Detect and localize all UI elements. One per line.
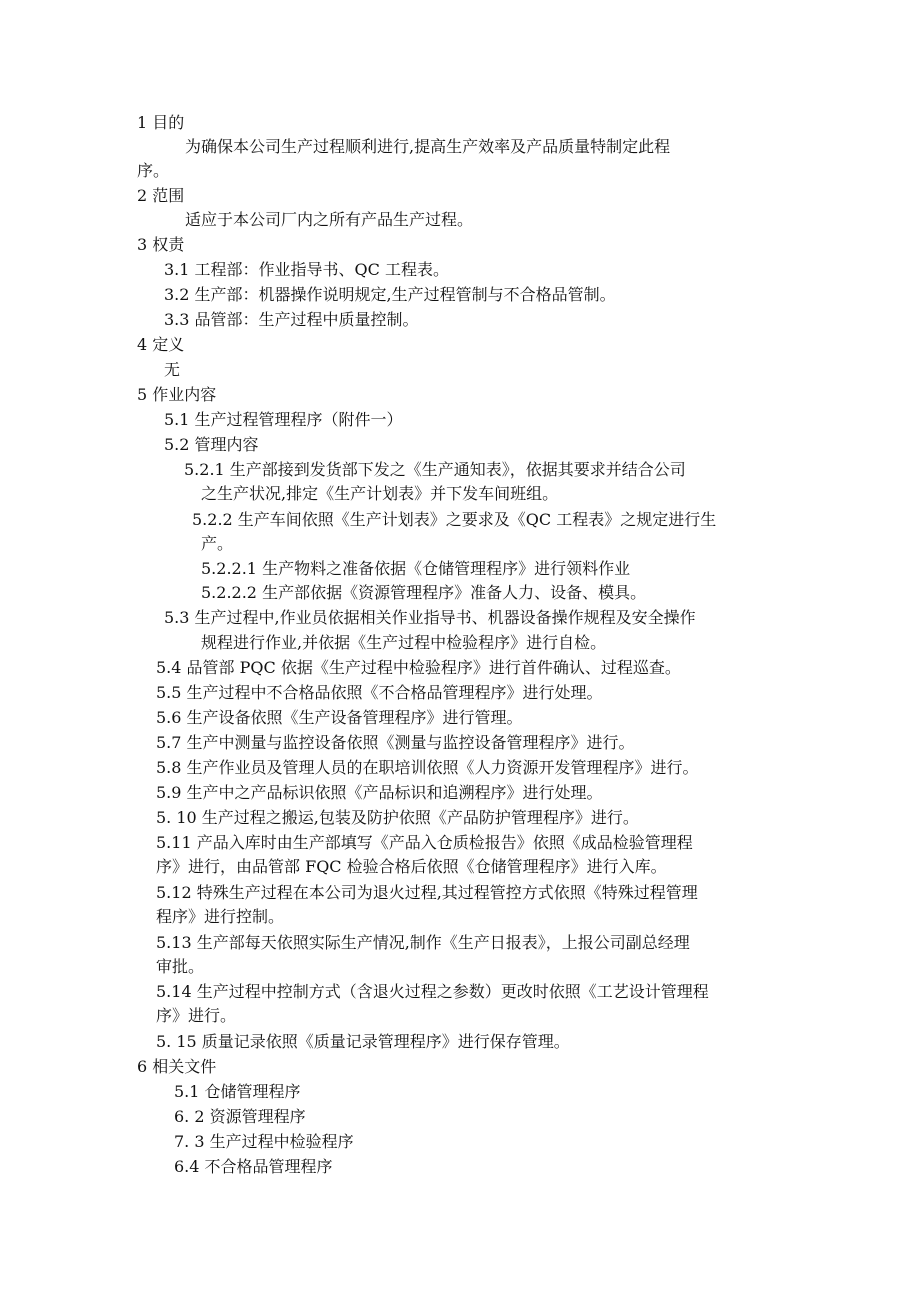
operation-item-5-9: 5.9 生产中之产品标识依照《产品标识和追溯程序》进行处理。	[156, 783, 603, 802]
operation-item-5-13-line-1: 5.13 生产部每天依照实际生产情况,制作《生产日报表》，上报公司副总经理	[156, 933, 690, 952]
operation-item-5-2-2-2: 5.2.2.2 生产部依据《资源管理程序》准备人力、设备、模具。	[201, 583, 647, 602]
operation-item-5-13-line-2: 审批。	[156, 957, 205, 976]
related-document-item-3: 7. 3 生产过程中检验程序	[174, 1132, 354, 1151]
operation-item-5-8: 5.8 生产作业员及管理人员的在职培训依照《人力资源开发管理程序》进行。	[156, 758, 699, 777]
responsibility-item-engineering: 3.1 工程部：作业指导书、QC 工程表。	[164, 260, 449, 279]
operation-item-5-2: 5.2 管理内容	[164, 435, 259, 454]
section-heading-scope: 2 范围	[137, 186, 185, 205]
responsibility-item-quality: 3.3 品管部：生产过程中质量控制。	[164, 310, 419, 329]
operation-item-5-12-line-1: 5.12 特殊生产过程在本公司为退火过程,其过程管控方式依照《特殊过程管理	[156, 883, 698, 902]
operation-item-5-2-2-1: 5.2.2.1 生产物料之准备依据《仓储管理程序》进行领料作业	[201, 559, 631, 578]
operation-item-5-1: 5.1 生产过程管理程序（附件一）	[164, 410, 403, 429]
related-document-item-1: 5.1 仓储管理程序	[174, 1082, 301, 1101]
related-document-item-2: 6. 2 资源管理程序	[174, 1107, 306, 1126]
operation-item-5-3-line-2: 规程进行作业,并依据《生产过程中检验程序》进行自检。	[201, 633, 607, 652]
operation-item-5-5: 5.5 生产过程中不合格品依照《不合格品管理程序》进行处理。	[156, 683, 603, 702]
operation-item-5-14-line-1: 5.14 生产过程中控制方式（含退火过程之参数）更改时依照《工艺设计管理程	[156, 982, 709, 1001]
section-heading-definition: 4 定义	[137, 335, 185, 354]
responsibility-item-production: 3.2 生产部：机器操作说明规定,生产过程管制与不合格品管制。	[164, 285, 616, 304]
operation-item-5-2-2-line-1: 5.2.2 生产车间依照《生产计划表》之要求及《QC 工程表》之规定进行生	[192, 510, 717, 529]
purpose-text-line-1: 为确保本公司生产过程顺利进行,提高生产效率及产品质量特制定此程	[185, 137, 671, 156]
operation-item-5-11-line-1: 5.11 产品入库时由生产部填写《产品入仓质检报告》依照《成品检验管理程	[156, 833, 693, 852]
purpose-text-line-2: 序。	[137, 161, 170, 180]
operation-item-5-4: 5.4 品管部 PQC 依据《生产过程中检验程序》进行首件确认、过程巡查。	[156, 658, 681, 677]
operation-item-5-7: 5.7 生产中测量与监控设备依照《测量与监控设备管理程序》进行。	[156, 733, 635, 752]
scope-text: 适应于本公司厂内之所有产品生产过程。	[185, 210, 474, 229]
operation-item-5-15: 5. 15 质量记录依照《质量记录管理程序》进行保存管理。	[156, 1032, 570, 1051]
operation-item-5-12-line-2: 程序》进行控制。	[156, 907, 285, 926]
operation-item-5-10: 5. 10 生产过程之搬运,包装及防护依照《产品防护管理程序》进行。	[156, 808, 639, 827]
operation-item-5-2-1-line-2: 之生产状况,排定《生产计划表》并下发车间班组。	[201, 484, 559, 503]
section-heading-responsibility: 3 权责	[137, 235, 185, 254]
operation-item-5-2-2-line-2: 产。	[201, 534, 234, 553]
related-document-item-4: 6.4 不合格品管理程序	[174, 1157, 333, 1176]
operation-item-5-11-line-2: 序》进行，由品管部 FQC 检验合格后依照《仓储管理程序》进行入库。	[156, 857, 667, 876]
operation-item-5-6: 5.6 生产设备依照《生产设备管理程序》进行管理。	[156, 708, 523, 727]
operation-item-5-2-1-line-1: 5.2.1 生产部接到发货部下发之《生产通知表》，依据其要求并结合公司	[184, 460, 686, 479]
operation-item-5-3-line-1: 5.3 生产过程中,作业员依据相关作业指导书、机器设备操作规程及安全操作	[164, 608, 696, 627]
section-heading-operation: 5 作业内容	[137, 385, 217, 404]
operation-item-5-14-line-2: 序》进行。	[156, 1006, 237, 1025]
definition-text: 无	[164, 360, 181, 379]
section-heading-related-documents: 6 相关文件	[137, 1057, 217, 1076]
section-heading-purpose: 1 目的	[137, 113, 185, 132]
